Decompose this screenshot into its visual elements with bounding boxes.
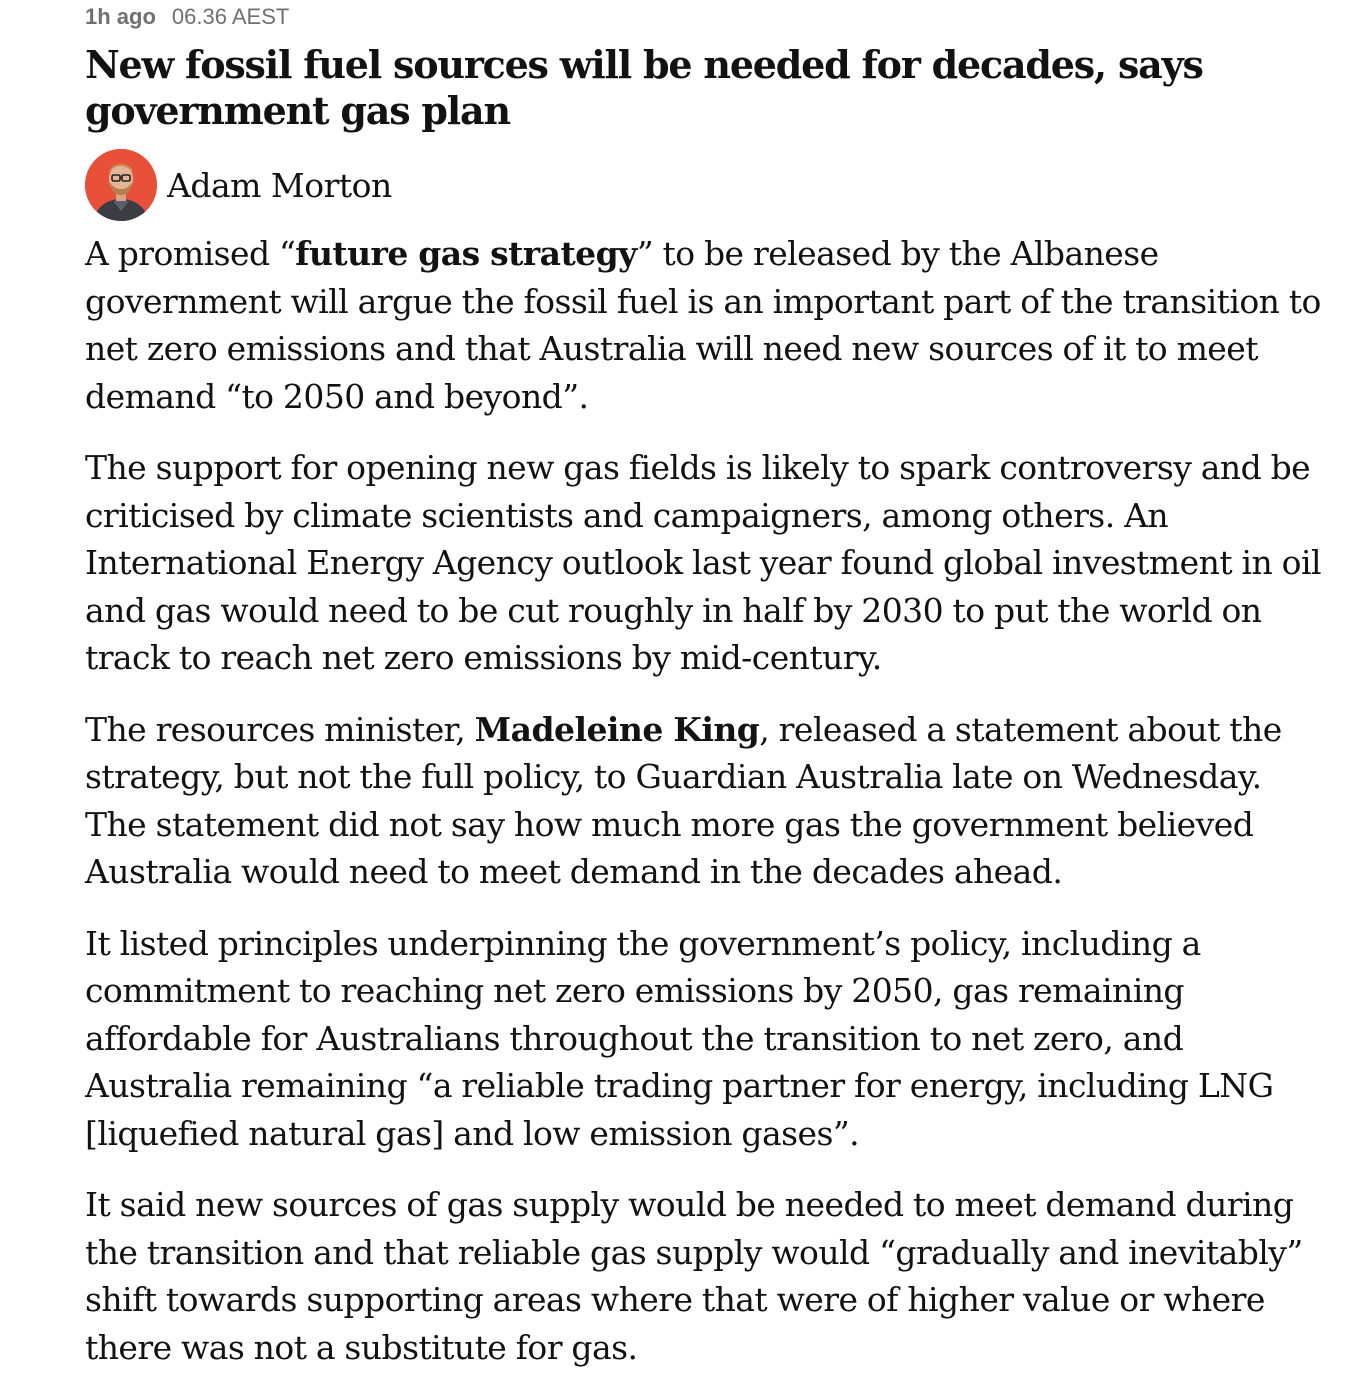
- author-avatar[interactable]: [85, 149, 157, 221]
- entry-meta: [85, 0, 1330, 34]
- entry-body: [85, 230, 1330, 1371]
- paragraph-5: It said new sources of gas supply would be needed to meet demand during the transition and that reliable gas supply would “gradually and inevitably” shift towards supporting areas where that were of higher value or where there was not a substitute for gas.: [85, 1185, 1303, 1367]
- bold-name-madeleine-king: Madeleine King: [474, 709, 760, 749]
- entry-headline: New fossil fuel sources will be needed for decades, says government gas plan: [85, 42, 1203, 133]
- paragraph-2: The support for opening new gas fields is likely to spark controversy and be criticised by climate scientists and campaigners, among others. An International Energy Agency outlook last year found global investment in oil and gas would need to be cut roughly in half by 2030 to put the world on track to reach net zero emissions by mid-century.: [85, 448, 1321, 677]
- author-name[interactable]: Adam Morton: [167, 165, 392, 205]
- liveblog-entry: [85, 0, 1330, 1371]
- paragraph-4: It listed principles underpinning the government’s policy, including a commitment to reaching net zero emissions by 2050, gas remaining affordable for Australians throughout the transition to net zero, and Australia remaining “a reliable trading partner for energy, including LNG [liquefied natural gas] and low emission gases”.: [85, 923, 1274, 1153]
- paragraph-1: A promised “future gas strategy” to be released by the Albanese government will argue the fossil fuel is an important part of the transition to net zero emissions and that Australia will need new sources of it to meet demand “to 2050 and beyond”.: [85, 234, 1321, 416]
- timestamp[interactable]: 06.36 AEST: [171, 4, 290, 29]
- byline: [85, 148, 1330, 222]
- bold-phrase-future-gas-strategy: future gas strategy: [295, 234, 637, 273]
- paragraph-3: The resources minister, Madeleine King, released a statement about the strategy, but not the full policy, to Guardian Australia late on Wednesday. The statement did not say how much more gas the government believed Australia would need to meet demand in the decades ahead.: [85, 709, 1282, 891]
- author-portrait-icon: [85, 149, 157, 221]
- relative-time[interactable]: 1h ago: [85, 4, 156, 29]
